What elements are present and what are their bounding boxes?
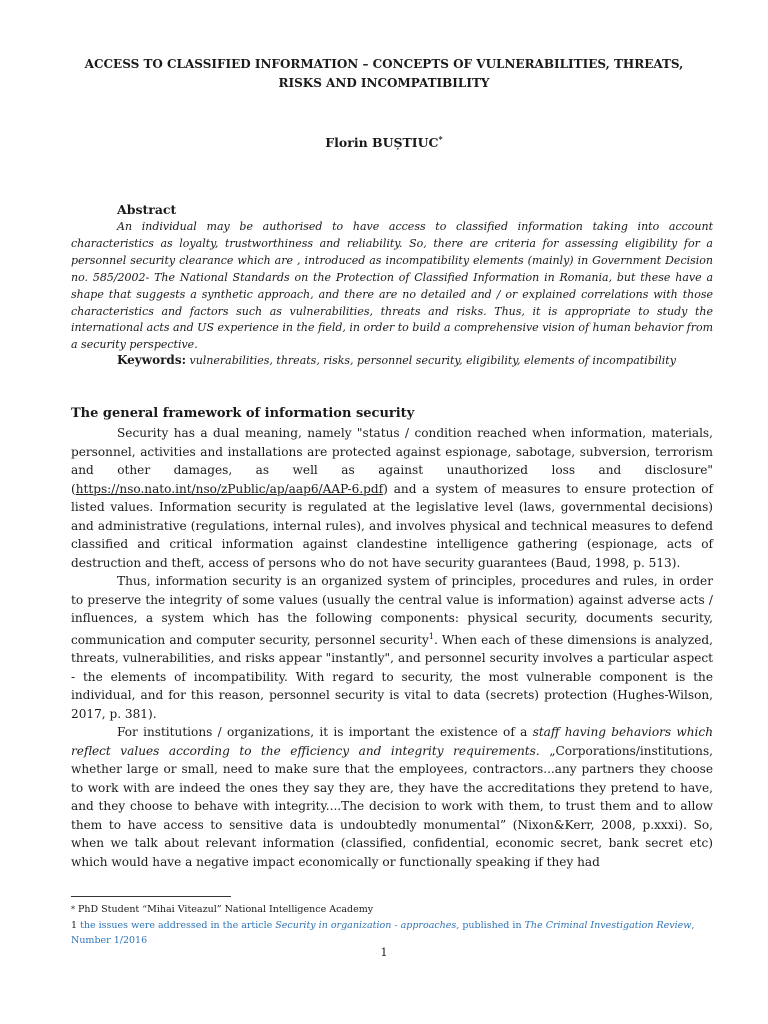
author-name: Florin BUȘTIUC [325, 135, 439, 151]
keywords-text: vulnerabilities, threats, risks, personnel security, eligibility, elements of incompatibility [186, 354, 676, 367]
footnote-1 [71, 918, 713, 948]
paragraph-3-part-b: „Corporations/institutions, whether large or small, need to make sure that the employees, contractors...any partners they choose to work with are indeed the ones they say they are, they have the accreditations they pretend to have, and they choose to behave with integrity....The decision to work with them, to trust them and to allow them to have access to sensitive data is undoubtedly monumental” (Nixon&Kerr, 2008, p.xxxi). So, when we talk about relevant information (classified, confidential, economic secret, bank secret etc) which would have a negative impact economically or functionally speaking if they had [71, 743, 713, 869]
author-footnote-mark: * [438, 134, 443, 144]
footnote-1-number: 1 [71, 920, 78, 931]
section-body [71, 424, 713, 871]
footnote-author-text: PhD Student “Mihai Viteazul” National Intelligence Academy [75, 904, 374, 915]
paragraph-2 [71, 572, 713, 723]
keywords-label: Keywords: [117, 353, 187, 367]
keywords [117, 352, 717, 369]
abstract-text: An individual may be authorised to have access to classified information taking into account characteristics as loyalty, trustworthiness and reliability. So, there are criteria for assessing eligibility for a personnel security clearance which are , introduced as incompatibility elements (mainly) in Government Decision no. 585/2002- The National Standards on the Protection of Classified Information in Romania, but these have a shape that suggests a synthetic approach, and there are no detailed and / or explained correlations with those characteristics and factors such as vulnerabilities, threats and risks. Thus, it is appropriate to study the international acts and US experience in the field, in order to build a comprehensive vision of human behavior from a security perspective. [71, 220, 713, 352]
title-line-2: RISKS AND INCOMPATIBILITY [278, 76, 490, 90]
footnote-1-journal-title: The Criminal Investigation Review [524, 920, 692, 931]
paragraph-1-part-b: ) and a system of measures to ensure protection of listed values. Information security is regulated at the legislative level (laws, governmental decisions) and administrative (regulations, internal rules), and involves physical and technical measures to defend classified and critical information against clandestine intelligence gathering (espionage, acts of destruction and theft, access of persons who do not have security guarantees (Baud, 1998, p. 513). [71, 481, 713, 570]
paper-title [60, 55, 708, 93]
paragraph-3-emphasis: staff having behaviors which reflect values according to the efficiency and integrity requirements. [71, 725, 713, 758]
section-heading: The general framework of information security [71, 406, 415, 421]
footnote-author [71, 902, 713, 917]
nato-aap6-link[interactable]: https://nso.nato.int/nso/zPublic/ap/aap6/AAP-6.pdf [75, 481, 384, 496]
paragraph-2-part-b: . When each of these dimensions is analyzed, threats, vulnerabilities, and risks appear "instantly", and personnel security involves a particular aspect - the elements of incompatibility. With regard to security, the most vulnerable component is the individual, and for this reason, personnel security is vital to data (secrets) protection (Hughes-Wilson, 2017, p. 381). [71, 632, 713, 721]
paragraph-1-part-a: Security has a dual meaning, namely "status / condition reached when information, materials, personnel, activities and installations are protected against espionage, sabotage, subversion, terrorism and other damages, as well as against unauthorized loss and disclosure" ( [71, 426, 713, 496]
footnote-1-part-c: , Number 1/2016 [71, 920, 695, 946]
title-line-1: ACCESS TO CLASSIFIED INFORMATION – CONCEPTS OF VULNERABILITIES, THREATS, [84, 57, 684, 71]
paragraph-2-part-a: Thus, information security is an organized system of principles, procedures and rules, in order to preserve the integrity of some values (usually the central value is information) against adverse acts / influences, a system which has the following components: physical security, documents security, communication and computer security, personnel security [71, 574, 713, 647]
footnote-author-mark: * [71, 905, 75, 914]
paragraph-1 [71, 424, 713, 572]
footnote-1-article-title: Security in organization - approaches [275, 920, 457, 931]
abstract-heading: Abstract [117, 202, 177, 217]
paragraph-3-part-a: For institutions / organizations, it is important the existence of a [117, 725, 533, 740]
footnote-ref-1[interactable]: 1 [428, 631, 434, 641]
footnote-1-part-b: , published in [456, 920, 525, 931]
footnote-1-part-a: the issues were addressed in the article [77, 920, 276, 931]
author [0, 134, 768, 150]
paragraph-3 [71, 723, 713, 871]
page-number: 1 [380, 946, 388, 959]
footnote-separator [71, 896, 231, 897]
